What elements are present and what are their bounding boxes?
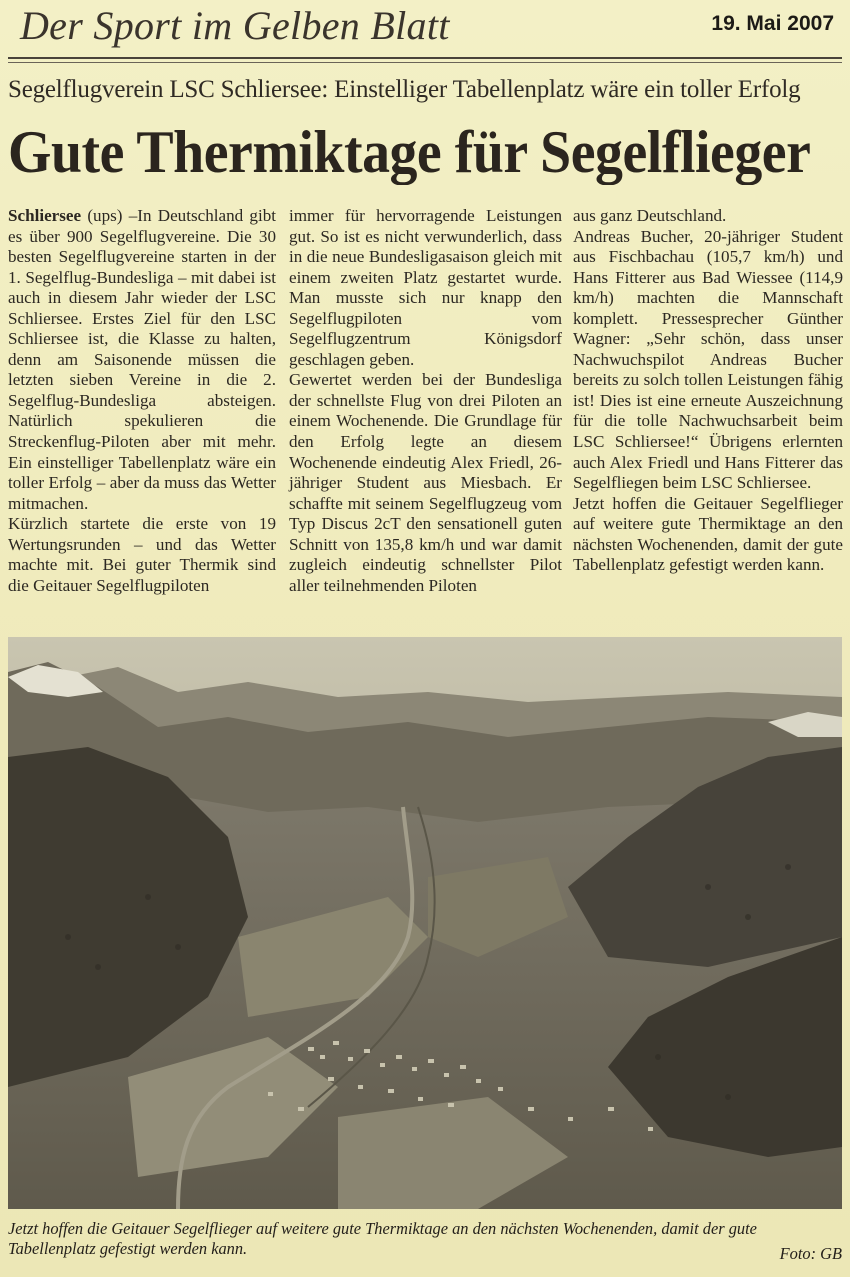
article-paragraph: Andreas Bucher, 20-jähriger Student aus Fischbachau (105,7 km/h) und Hans Fitterer aus Bad Wiessee (114,9 km/h) machten die Mannschaft komplett. Pressesprecher Günther Wagner: „Sehr schön, dass unser Nachwuchspilot Andreas Bucher bereits zu solch tollen Leistungen fähig ist! Dies ist eine erneute Auszeichnung für die tolle Nachwuchsarbeit beim LSC Schliersee!“ Übrigens erlernten auch Alex Friedl und Hans Fitterer das Segelfliegen beim LSC Schliersee. bbox=[573, 226, 843, 493]
article-column-1 bbox=[8, 206, 276, 596]
article-kicker: Segelflugverein LSC Schliersee: Einstelliger Tabellenplatz wäre ein toller Erfolg bbox=[8, 76, 801, 103]
article-paragraph bbox=[8, 206, 276, 514]
publication-date: 19. Mai 2007 bbox=[711, 12, 834, 35]
photo-caption: Jetzt hoffen die Geitauer Segelflieger auf weitere gute Thermiktage an den nächsten Wochenenden, damit der gute Tabellenplatz gefestigt werden kann. bbox=[8, 1219, 757, 1258]
article-paragraph: Jetzt hoffen die Geitauer Segelflieger auf weitere gute Thermiktage an den nächsten Wochenenden, damit der gute Tabellenplatz gefestigt werden kann. bbox=[573, 493, 843, 575]
dateline: Schliersee bbox=[8, 206, 82, 225]
masthead-rule-thin bbox=[8, 62, 842, 63]
aerial-landscape-illustration bbox=[8, 637, 842, 1209]
article-column-2 bbox=[289, 206, 562, 596]
article-paragraph: aus ganz Deutschland. bbox=[573, 206, 727, 225]
masthead-title: Der Sport im Gelben Blatt bbox=[20, 3, 450, 48]
paragraph-text: (ups) –In Deutschland gibt es über 900 Segelflugvereine. Die 30 besten Segelflugvereine starten in der 1. Segelflug-Bundesliga – mit dabei ist auch in diesem Jahr wieder der LSC Schliersee. Erstes Ziel für den LSC Schliersee ist, die Klasse zu halten, denn am Saisonende müssen die letzten sieben Vereine in die 2. Segelflug-Bundesliga absteigen. Natürlich spekulieren die Streckenflug-Piloten aber mit mehr. Ein einstelliger Tabellenplatz wäre ein toller Erfolg – aber da muss das Wetter mitmachen. bbox=[8, 206, 276, 513]
masthead bbox=[0, 0, 850, 58]
article-paragraph: immer für hervorragende Leistungen gut. So ist es nicht verwunderlich, dass in die neue Bundesligasaison gleich mit einem zweiten Platz gestartet wurde. Man musste sich nur knapp den Segelflugpiloten vom Segelflugzentrum Königsdorf geschlagen geben. bbox=[289, 206, 562, 369]
photo-credit: Foto: GB bbox=[779, 1244, 842, 1263]
article-paragraph: Kürzlich startete die erste von 19 Wertungsrunden – und das Wetter machte mit. Bei guter Thermik sind die Geitauer Segelflugpiloten bbox=[8, 514, 276, 595]
article-headline: Gute Thermiktage für Segelflieger bbox=[8, 119, 811, 185]
masthead-rule bbox=[8, 57, 842, 59]
aerial-valley-photo bbox=[8, 637, 842, 1209]
article-column-3 bbox=[573, 206, 843, 576]
article-paragraph: Gewertet werden bei der Bundesliga der schnellste Flug von drei Piloten an einem Wochenende. Die Grundlage für den Erfolg legte an diesem Wochenende eindeutig Alex Friedl, 26-jähriger Student aus Miesbach. Er schaffte mit seinem Segelflugzeug vom Typ Discus 2cT den sensationell guten Schnitt von 135,8 km/h und war damit zugleich eindeutig schnellster Pilot aller teilnehmenden Piloten bbox=[289, 370, 562, 595]
